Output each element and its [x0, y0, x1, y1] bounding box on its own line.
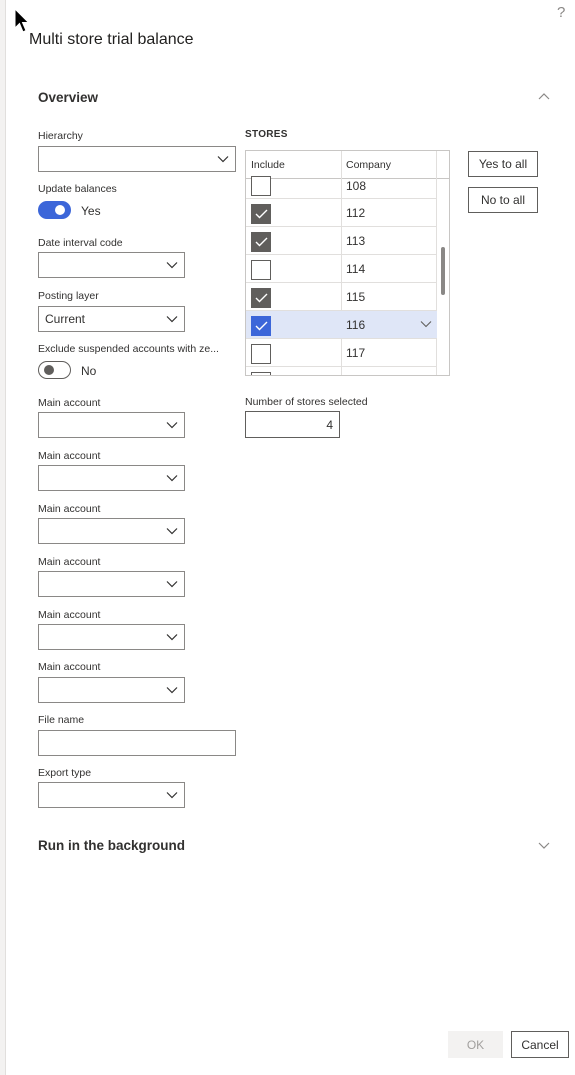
date-interval-code-label: Date interval code — [38, 237, 123, 249]
main-account-dropdown-2[interactable] — [38, 465, 185, 491]
checkmark-icon — [255, 293, 268, 303]
no-to-all-button[interactable]: No to all — [468, 187, 538, 213]
checkmark-icon — [255, 237, 268, 247]
table-row[interactable] — [246, 339, 437, 367]
include-checkbox[interactable] — [251, 372, 271, 376]
include-column-header[interactable]: Include — [251, 159, 285, 171]
overview-section-header[interactable]: Overview — [38, 90, 99, 105]
toggle-knob — [55, 205, 65, 215]
main-account-dropdown-5[interactable] — [38, 624, 185, 650]
exclude-suspended-state: No — [81, 364, 97, 378]
table-row[interactable] — [246, 255, 437, 283]
main-account-label: Main account — [38, 397, 101, 409]
main-account-dropdown-3[interactable] — [38, 518, 185, 544]
chevron-down-icon — [166, 261, 178, 269]
dialog-title: Multi store trial balance — [29, 31, 194, 48]
main-account-dropdown-1[interactable] — [38, 412, 185, 438]
chevron-up-icon[interactable] — [537, 92, 551, 102]
posting-layer-dropdown[interactable] — [38, 306, 185, 332]
update-balances-toggle[interactable] — [38, 201, 71, 219]
include-checkbox[interactable] — [251, 344, 271, 364]
checkmark-icon — [255, 321, 268, 331]
include-checkbox[interactable] — [251, 232, 271, 252]
yes-to-all-button[interactable]: Yes to all — [468, 151, 538, 177]
stores-grid — [245, 150, 450, 376]
update-balances-label: Update balances — [38, 183, 117, 195]
file-name-label: File name — [38, 714, 85, 726]
chevron-down-icon — [166, 686, 178, 694]
scrollbar-thumb[interactable] — [441, 247, 445, 295]
table-row[interactable] — [246, 171, 437, 199]
main-account-dropdown-4[interactable] — [38, 571, 185, 597]
file-name-input[interactable] — [38, 730, 236, 756]
main-account-label: Main account — [38, 609, 101, 621]
table-row[interactable] — [246, 227, 437, 255]
checkmark-icon — [255, 209, 268, 219]
chevron-down-icon — [217, 155, 229, 163]
stores-count-field — [245, 411, 340, 438]
company-cell: 115 — [346, 290, 366, 304]
export-type-label: Export type — [38, 767, 92, 779]
date-interval-code-dropdown[interactable] — [38, 252, 185, 278]
company-column-header[interactable]: Company — [346, 159, 391, 171]
include-checkbox[interactable] — [251, 260, 271, 280]
exclude-suspended-label: Exclude suspended accounts with ze... — [38, 343, 219, 355]
include-checkbox[interactable] — [251, 316, 271, 336]
chevron-down-icon — [166, 474, 178, 482]
table-row-partial[interactable] — [246, 367, 437, 376]
company-cell: 113 — [346, 234, 366, 248]
ok-button[interactable]: OK — [448, 1031, 503, 1058]
include-checkbox[interactable] — [251, 204, 271, 224]
table-row[interactable] — [246, 283, 437, 311]
update-balances-state: Yes — [81, 204, 101, 218]
main-account-label: Main account — [38, 556, 101, 568]
toggle-knob — [44, 365, 54, 375]
main-account-label: Main account — [38, 450, 101, 462]
company-cell: 114 — [346, 262, 366, 276]
chevron-down-icon — [166, 421, 178, 429]
mouse-cursor-icon — [14, 8, 30, 34]
chevron-down-icon[interactable] — [420, 320, 432, 328]
company-cell: 117 — [346, 346, 366, 360]
company-cell: 112 — [346, 206, 366, 220]
help-icon[interactable]: ? — [557, 4, 566, 21]
stores-count-value: 4 — [326, 418, 333, 432]
stores-count-label: Number of stores selected — [245, 396, 368, 408]
posting-layer-label: Posting layer — [38, 290, 99, 302]
table-row[interactable] — [246, 199, 437, 227]
export-type-dropdown[interactable] — [38, 782, 185, 808]
stores-section-label: STORES — [245, 129, 288, 140]
chevron-down-icon[interactable] — [537, 840, 551, 850]
main-account-label: Main account — [38, 503, 101, 515]
run-background-section-header[interactable]: Run in the background — [38, 838, 185, 853]
chevron-down-icon — [166, 791, 178, 799]
chevron-down-icon — [166, 633, 178, 641]
cancel-button[interactable]: Cancel — [511, 1031, 569, 1058]
chevron-down-icon — [166, 527, 178, 535]
posting-layer-value: Current — [45, 312, 86, 326]
include-checkbox[interactable] — [251, 288, 271, 308]
chevron-down-icon — [166, 315, 178, 323]
company-cell: 108 — [346, 179, 367, 193]
table-row-selected[interactable] — [246, 311, 437, 339]
hierarchy-dropdown[interactable] — [38, 146, 236, 172]
include-checkbox[interactable] — [251, 176, 271, 196]
chevron-down-icon — [166, 580, 178, 588]
main-account-label: Main account — [38, 661, 101, 673]
left-page-edge — [0, 0, 6, 1075]
hierarchy-label: Hierarchy — [38, 130, 83, 142]
exclude-suspended-toggle[interactable] — [38, 361, 71, 379]
main-account-dropdown-6[interactable] — [38, 677, 185, 703]
company-cell: 116 — [346, 318, 366, 332]
